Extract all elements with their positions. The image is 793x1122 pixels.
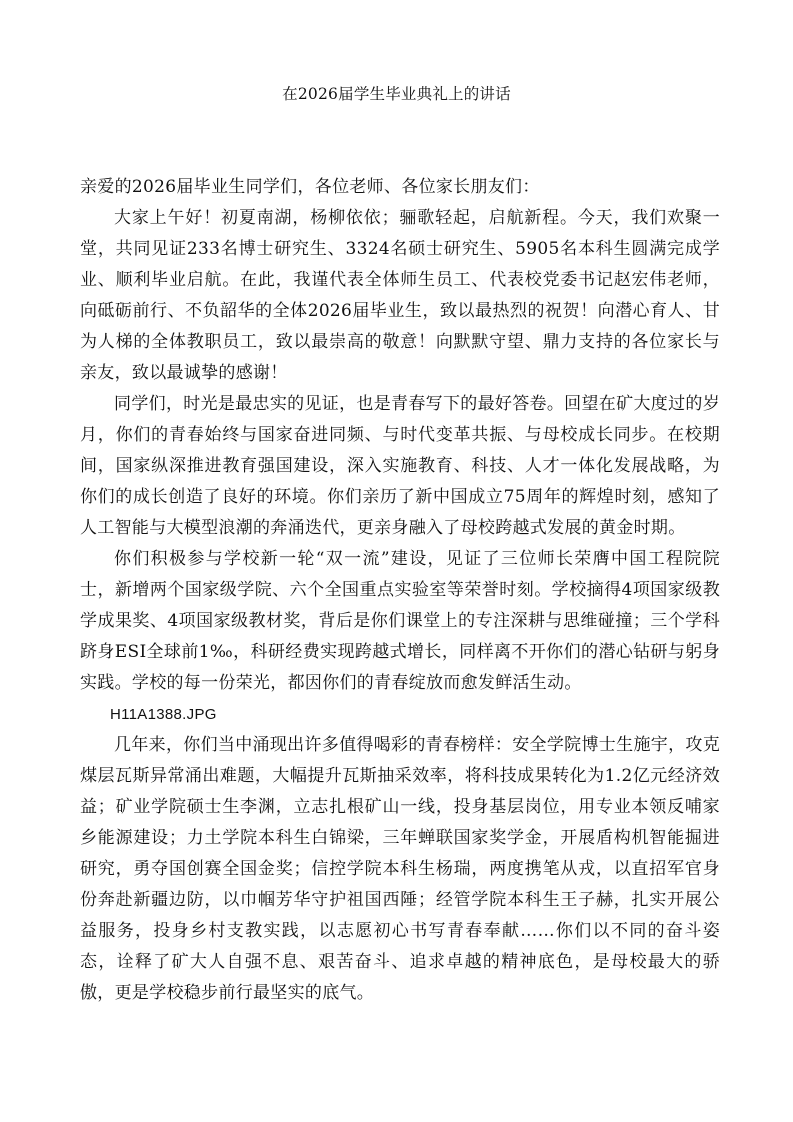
paragraph-reflection: 同学们，时光是最忠实的见证，也是青春写下的最好答卷。回望在矿大度过的岁月，你们的青春始终与国家奋进同频、与时代变革共振、与母校成长同步。在校期间，国家纵深推进教育强国建设，深入实施教育、科技、人才一体化发展战略，为你们的成长创造了良好的环境。你们亲历了新中国成立75周年的辉煌时刻，感知了人工智能与大模型浪潮的奔涌迭代，更亲身融入了母校跨越式发展的黄金时期。: [80, 394, 720, 538]
document-title: 在2026届学生毕业典礼上的讲话: [282, 85, 511, 103]
document-body: [80, 172, 720, 1009]
image-filename: H11A1388.JPG: [110, 706, 217, 723]
paragraph-greeting: 大家上午好！初夏南湖，杨柳依依；骊歌轻起，启航新程。今天，我们欢聚一堂，共同见证233名博士研究生、3324名硕士研究生、5905名本科生圆满完成学业、顺利毕业启航。在此，我谨代表全体师生员工、代表校党委书记赵宏伟老师，向砥砺前行、不负韶华的全体2026届毕业生，致以最热烈的祝贺！向潜心育人、甘为人梯的全体教职员工，致以最崇高的敬意！向默默守望、鼎力支持的各位家长与亲友，致以最诚挚的感谢！: [80, 208, 720, 383]
paragraph-role-models: 几年来，你们当中涌现出许多值得喝彩的青春榜样：安全学院博士生施宇，攻克煤层瓦斯异常涌出难题，大幅提升瓦斯抽采效率，将科技成果转化为1.2亿元经济效益；矿业学院硕士生李渊，立志扎根矿山一线，投身基层岗位，用专业本领反哺家乡能源建设；力土学院本科生白锦梁，三年蝉联国家奖学金，开展盾构机智能掘进研究，勇夺国创赛全国金奖；信控学院本科生杨瑞，两度携笔从戎，以直招军官身份奔赴新疆边防，以巾帼芳华守护祖国西陲；经管学院本科生王子赫，扎实开展公益服务，投身乡村支教实践，以志愿初心书写青春奉献……你们以不同的奋斗姿态，诠释了矿大人自强不息、艰苦奋斗、追求卓越的精神底色，是母校最大的骄傲，更是学校稳步前行最坚实的底气。: [80, 735, 720, 1003]
salutation: 亲爱的2026届毕业生同学们，各位老师、各位家长朋友们：: [80, 177, 540, 197]
paragraph-achievements: 你们积极参与学校新一轮“双一流”建设，见证了三位师长荣膺中国工程院院士，新增两个国家级学院、六个全国重点实验室等荣誉时刻。学校摘得4项国家级教学成果奖、4项国家级教材奖，背后是你们课堂上的专注深耕与思维碰撞；三个学科跻身ESI全球前1‰，科研经费实现跨越式增长，同样离不开你们的潜心钻研与躬身实践。学校的每一份荣光，都因你们的青春绽放而愈发鲜活生动。: [80, 549, 720, 693]
